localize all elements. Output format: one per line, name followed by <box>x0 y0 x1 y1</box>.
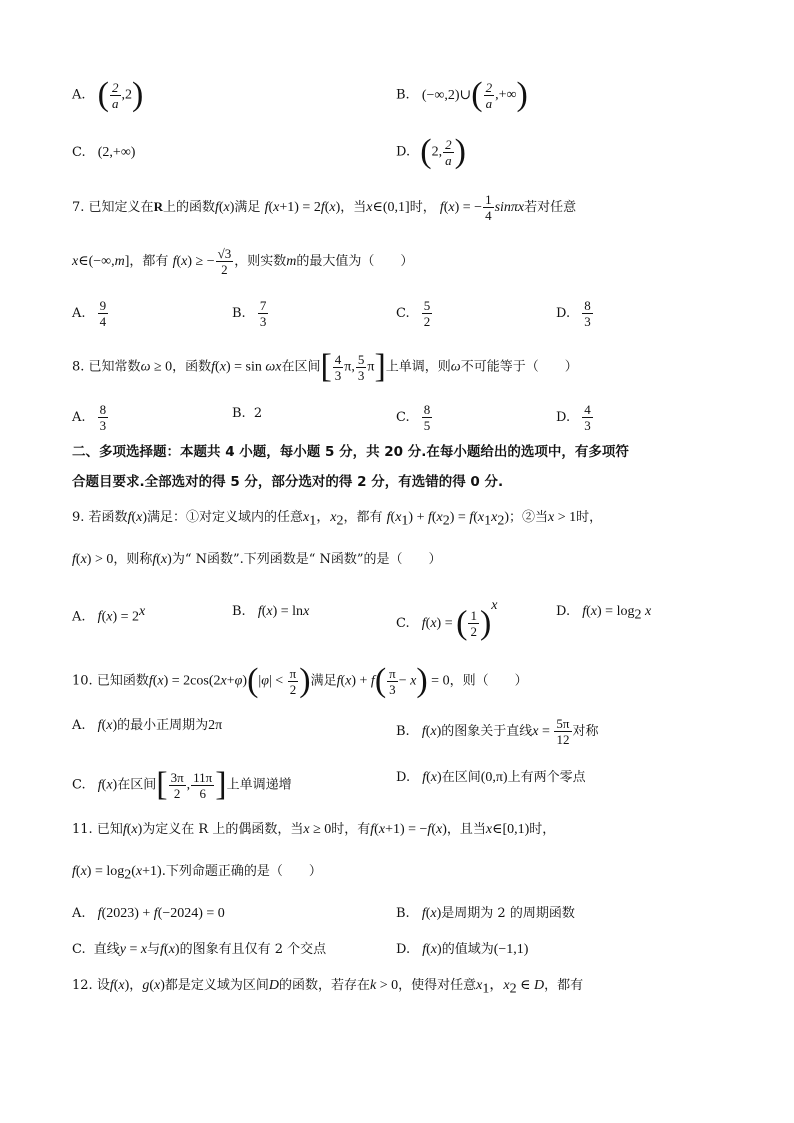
q7-option-a[interactable]: A. $\frac{9}{4}$ <box>72 298 107 329</box>
q11-option-b[interactable]: B. f(x)是周期为 2 的周期函数 <box>396 906 575 921</box>
q7-option-b[interactable]: B. $\frac{7}{3}$ <box>232 298 267 329</box>
section-heading-line1: 二、多项选择题：本题共 4 小题，每小题 5 分，共 20 分.在每小题给出的选项中，有多项符 <box>72 444 629 460</box>
q7-option-d[interactable]: D. $\frac{8}{3}$ <box>556 298 591 329</box>
q11-option-d[interactable]: D. f(x)的值域为(−1,1) <box>396 942 529 957</box>
q6-option-d[interactable]: D. (2, $\frac{2}{a}$ ) <box>396 133 466 170</box>
q9-option-a[interactable]: A. $f(x) = 2^x$ <box>72 604 146 625</box>
q8-option-a[interactable]: A. $\frac{8}{3}$ <box>72 402 107 433</box>
q10-option-d[interactable]: D. f(x)在区间(0,π)上有两个零点 <box>396 770 586 785</box>
q10-option-a[interactable]: A. f(x)的最小正周期为2π <box>72 718 223 733</box>
q11-stem-line2: $f(x) = \log_2(x+1)$.下列命题正确的是（ ） <box>72 864 322 883</box>
q10-option-b[interactable]: B. f(x)的图象关于直线x = $\frac{5\pi}{12}$ 对称 <box>396 716 599 747</box>
q6-option-b[interactable]: B. (−∞,2)∪( $\frac{2}{a}$ ,+∞) <box>396 76 528 113</box>
q9-option-d[interactable]: D. $f(x) = \log_2 x$ <box>556 604 652 623</box>
option-label: C. <box>72 145 86 160</box>
q7-stem-line2: x∈(−∞,m]，都有 f(x) ≥ − $\frac{√3}{2}$ ，则实数m的最大值为（ ） <box>72 246 414 277</box>
option-label: A. <box>72 87 86 103</box>
q10-option-c[interactable]: C. f(x)在区间[ $\frac{3\pi}{2}$ , $\frac{11\pi}{6}$ ]上单调递增 <box>72 766 292 803</box>
section-heading-line2: 合题目要求.全部选对的得 5 分，部分选对的得 2 分，有选错的得 0 分. <box>72 474 504 490</box>
q8-option-b[interactable]: B. 2 <box>232 406 263 421</box>
q10-stem: 10. 已知函数f(x) = 2cos(2x+φ)(|φ| < $\frac{\pi}{2}$ )满足f(x) + f( $\frac{\pi}{3}$ − x) = 0，则（ ） <box>72 662 528 699</box>
q7-option-c[interactable]: C. $\frac{5}{2}$ <box>396 298 431 329</box>
q12-stem: 12. 设f(x)，g(x)都是定义域为区间D的函数，若存在k > 0，使得对任意$x_1$，$x_2$ ∈ D，都有 <box>72 978 584 997</box>
option-label: D. <box>396 144 411 160</box>
q8-stem: 8. 已知常数ω ≥ 0，函数f(x) = sin ωx在区间[ $\frac{4}{3}$ π, $\frac{5}{3}$ π]上单调，则ω不可能等于（ ） <box>72 348 578 385</box>
q7-stem-line1: 7. 已知定义在R上的函数f(x)满足 f(x+1) = 2f(x)，当x∈(0,1]时， f(x) = − $\frac{1}{4}$ sinπx若对任意 <box>72 192 577 223</box>
q6-option-a[interactable]: A. ( $\frac{2}{a}$ ,2) <box>72 76 144 113</box>
q11-option-a[interactable]: A. f(2023) + f(−2024) = 0 <box>72 906 225 921</box>
q9-option-c[interactable]: C. f(x) = ( $\frac{1}{2}$ )$^x$ <box>396 598 498 642</box>
option-label: B. <box>396 87 410 103</box>
q9-stem-line2: f(x) > 0，则称f(x)为“ N函数”.下列函数是“ N函数”的是（ ） <box>72 552 442 567</box>
q11-stem-line1: 11. 已知f(x)为定义在 R 上的偶函数，当x ≥ 0时，有f(x+1) = −f(x)，且当x∈[0,1)时， <box>72 822 556 837</box>
q8-option-c[interactable]: C. $\frac{8}{5}$ <box>396 402 431 433</box>
q11-option-c[interactable]: C. 直线y = x与f(x)的图象有且仅有 2 个交点 <box>72 942 327 957</box>
q9-option-b[interactable]: B. f(x) = lnx <box>232 604 310 619</box>
q8-option-d[interactable]: D. $\frac{4}{3}$ <box>556 402 591 433</box>
q9-stem-line1: 9. 若函数f(x)满足：①对定义域内的任意$x_1$，$x_2$，都有 $f(x_1) + f(x_2) = f(x_1x_2)$；②当x > 1时， <box>72 510 603 529</box>
q6-option-c[interactable]: C. (2,+∞) <box>72 145 136 160</box>
